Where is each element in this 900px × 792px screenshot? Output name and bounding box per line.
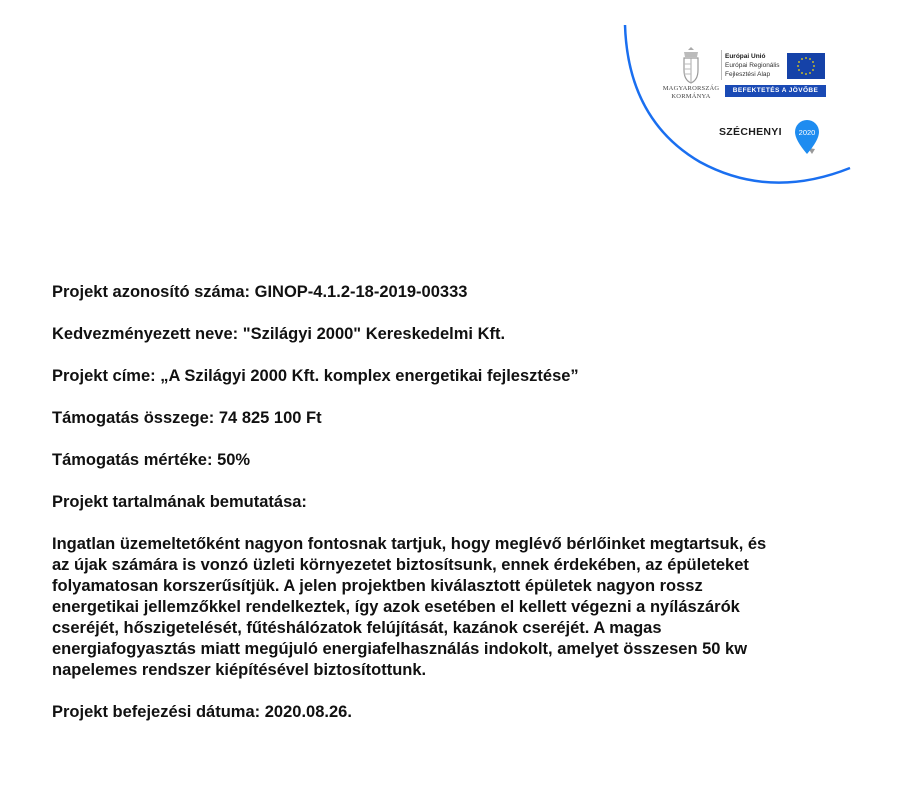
project-title: Projekt címe: „A Szilágyi 2000 Kft. komplex energetikai fejlesztése”	[52, 367, 579, 385]
decorative-arc	[0, 0, 900, 200]
grant-rate: Támogatás mértéke: 50%	[52, 451, 251, 469]
description-line: Ingatlan üzemeltetőként nagyon fontosnak tartjuk, hogy meglévő bérlőinket megtartsuk, és	[52, 535, 767, 553]
szechenyi-2020-pin-icon	[792, 118, 822, 158]
completion-date: Projekt befejezési dátuma: 2020.08.26.	[52, 703, 352, 721]
description-line: energiafogyasztás miatt megújuló energiafelhasználás indokolt, amelyet összesen 50 kw	[52, 640, 748, 658]
eu-line2: Európai Regionális	[725, 62, 780, 69]
eu-title: Európai Unió	[725, 53, 766, 60]
gov-line2: KORMÁNYA	[671, 93, 711, 100]
svg-text:2020: 2020	[798, 128, 816, 137]
hungarian-coat-of-arms-icon	[676, 45, 706, 85]
project-description	[52, 534, 852, 681]
project-info	[52, 282, 852, 723]
eu-flag-icon	[787, 53, 825, 79]
government-logo-text	[660, 85, 722, 101]
description-heading: Projekt tartalmának bemutatása:	[52, 493, 307, 511]
grant-amount: Támogatás összege: 74 825 100 Ft	[52, 409, 322, 427]
project-id: Projekt azonosító száma: GINOP-4.1.2-18-2019-00333	[52, 283, 468, 301]
eu-line3: Fejlesztési Alap	[725, 71, 771, 78]
logo-divider	[721, 50, 722, 80]
description-line: az újak számára is vonzó üzleti környezetet biztosítsunk, ennek érdekében, az épületeket	[52, 556, 749, 574]
eu-logo-text	[725, 52, 780, 79]
beneficiary-name: Kedvezményezett neve: "Szilágyi 2000" Kereskedelmi Kft.	[52, 325, 506, 343]
description-line: energetikai jellemzőkkel rendelkeztek, így azok esetében el kellett végezni a nyílászárók	[52, 598, 740, 616]
szechenyi-label: SZÉCHENYI	[719, 126, 782, 138]
description-line: folyamatosan korszerűsítjük. A jelen projektben kiválasztott épületek nagyon rossz	[52, 577, 703, 595]
description-line: napelemes rendszer kiépítésével biztosítottunk.	[52, 661, 427, 679]
gov-line1: MAGYARORSZÁG	[662, 85, 720, 92]
invest-future-banner: BEFEKTETÉS A JÖVŐBE	[725, 85, 826, 97]
description-line: cseréjét, hőszigetelését, fűtéshálózatok felújítását, kazánok cseréjét. A magas	[52, 619, 662, 637]
